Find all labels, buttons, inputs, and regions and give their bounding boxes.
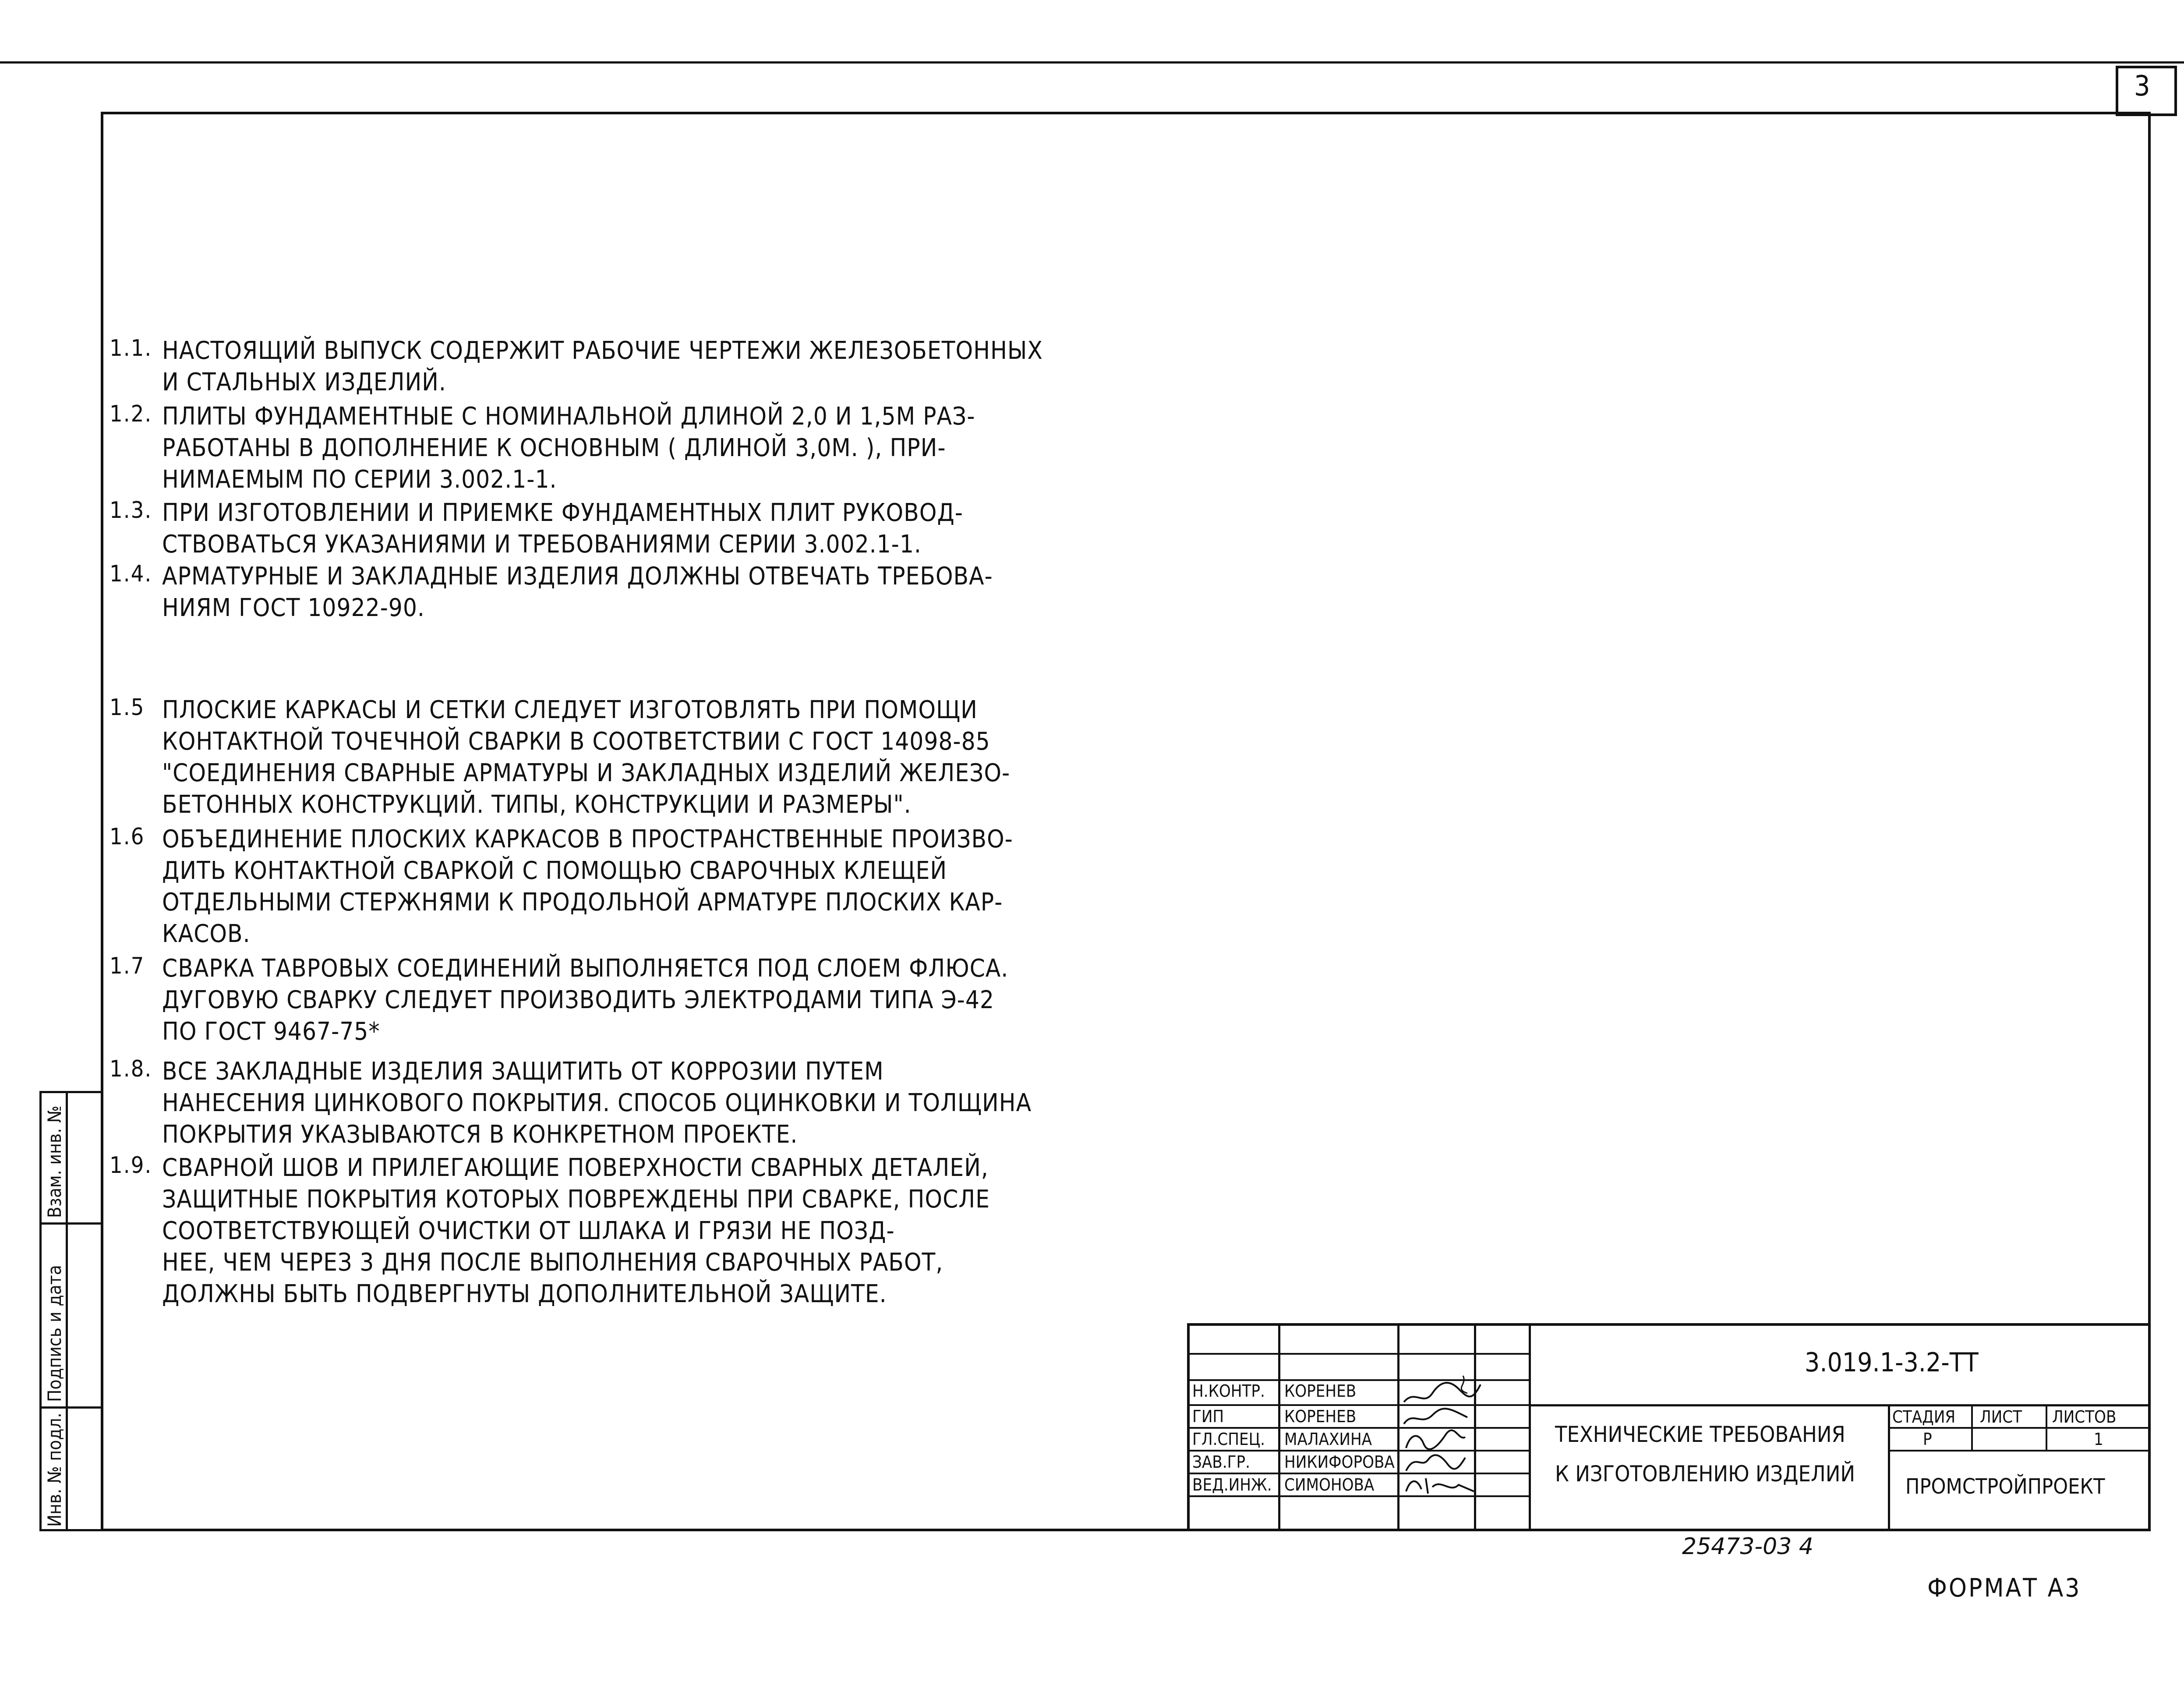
paragraph-1-7 bbox=[110, 953, 1016, 1048]
paragraph-line: ПЛОСКИЕ КАРКАСЫ И СЕТКИ СЛЕДУЕТ ИЗГОТОВЛЯТЬ ПРИ ПОМОЩИ bbox=[162, 696, 978, 724]
paragraph-line: ОТДЕЛЬНЫМИ СТЕРЖНЯМИ К ПРОДОЛЬНОЙ АРМАТУРЕ ПЛОСКИХ КАР- bbox=[162, 888, 1003, 917]
paragraph-number: 1.1. bbox=[110, 335, 152, 361]
doc-title-line-2: К ИЗГОТОВЛЕНИЮ ИЗДЕЛИЙ bbox=[1555, 1461, 1855, 1487]
tb-stage-h1 bbox=[1888, 1427, 2151, 1429]
paragraph-number: 1.7 bbox=[110, 953, 145, 979]
paragraph-number: 1.4. bbox=[110, 561, 152, 587]
paragraph-line: НЕЕ, ЧЕМ ЧЕРЕЗ 3 ДНЯ ПОСЛЕ ВЫПОЛНЕНИЯ СВАРОЧНЫХ РАБОТ, bbox=[162, 1248, 944, 1277]
paragraph-line: "СОЕДИНЕНИЯ СВАРНЫЕ АРМАТУРЫ И ЗАКЛАДНЫХ ИЗДЕЛИЙ ЖЕЛЕЗО- bbox=[162, 759, 1011, 787]
paragraph-number: 1.9. bbox=[110, 1152, 152, 1179]
paragraph-number: 1.6 bbox=[110, 824, 145, 850]
side-stamp-row-1 bbox=[39, 1222, 103, 1225]
signature-3 bbox=[1402, 1428, 1467, 1451]
sheet-number: 3 bbox=[2134, 70, 2150, 103]
role-name: КОРЕНЕВ bbox=[1284, 1407, 1357, 1426]
tb-h-f bbox=[1187, 1473, 1531, 1474]
signature-5 bbox=[1402, 1474, 1476, 1497]
sheets-label: ЛИСТОВ bbox=[2052, 1407, 2117, 1427]
paragraph-line: ДОЛЖНЫ БЫТЬ ПОДВЕРГНУТЫ ДОПОЛНИТЕЛЬНОЙ ЗАЩИТЕ. bbox=[162, 1280, 887, 1308]
role-name: СИМОНОВА bbox=[1284, 1475, 1375, 1494]
signature-1 bbox=[1402, 1371, 1485, 1411]
role-label: Н.КОНТР. bbox=[1192, 1381, 1265, 1401]
doc-title-line-1: ТЕХНИЧЕСКИЕ ТРЕБОВАНИЯ bbox=[1555, 1422, 1845, 1447]
paragraph-number: 1.5 bbox=[110, 694, 145, 721]
paragraph-line: НАСТОЯЩИЙ ВЫПУСК СОДЕРЖИТ РАБОЧИЕ ЧЕРТЕЖИ ЖЕЛЕЗОБЕТОННЫХ bbox=[162, 336, 1043, 365]
paragraph-number: 1.2. bbox=[110, 401, 152, 427]
sheets-value: 1 bbox=[2094, 1430, 2103, 1449]
paragraph-number: 1.3. bbox=[110, 497, 152, 524]
format-label: ФОРМАТ А3 bbox=[1927, 1573, 2082, 1603]
paragraph-line: ВСЕ ЗАКЛАДНЫЕ ИЗДЕЛИЯ ЗАЩИТИТЬ ОТ КОРРОЗИИ ПУТЕМ bbox=[162, 1057, 884, 1086]
archive-number: 25473-03 4 bbox=[1682, 1533, 1813, 1560]
paragraph-1-9 bbox=[110, 1152, 1016, 1310]
paragraph-line: СВАРКА ТАВРОВЫХ СОЕДИНЕНИЙ ВЫПОЛНЯЕТСЯ ПОД СЛОЕМ ФЛЮСА. bbox=[162, 954, 1009, 983]
role-label: ГЛ.СПЕЦ. bbox=[1192, 1430, 1265, 1449]
side-stamp-podpis: Подпись и дата bbox=[44, 1265, 65, 1402]
paragraph-1-2 bbox=[110, 401, 1016, 496]
paragraph-1-3 bbox=[110, 497, 1016, 560]
paragraph-line: СООТВЕТСТВУЮЩЕЙ ОЧИСТКИ ОТ ШЛАКА И ГРЯЗИ НЕ ПОЗД- bbox=[162, 1217, 895, 1245]
paragraph-line: ПЛИТЫ ФУНДАМЕНТНЫЕ С НОМИНАЛЬНОЙ ДЛИНОЙ 2,0 И 1,5М РАЗ- bbox=[162, 402, 975, 431]
tb-top-border bbox=[1187, 1323, 2151, 1326]
paragraph-line: ДУГОВУЮ СВАРКУ СЛЕДУЕТ ПРОИЗВОДИТЬ ЭЛЕКТРОДАМИ ТИПА Э-42 bbox=[162, 986, 994, 1014]
paragraph-number: 1.8. bbox=[110, 1056, 152, 1082]
stage-label: СТАДИЯ bbox=[1892, 1407, 1956, 1427]
tb-h-e bbox=[1187, 1450, 1531, 1452]
signature-4 bbox=[1402, 1451, 1467, 1474]
tb-code-divider bbox=[1531, 1404, 2151, 1406]
paragraph-line: БЕТОННЫХ КОНСТРУКЦИЙ. ТИПЫ, КОНСТРУКЦИИ И РАЗМЕРЫ". bbox=[162, 790, 912, 819]
paragraph-1-4 bbox=[110, 561, 1016, 624]
paragraph-line: ОБЪЕДИНЕНИЕ ПЛОСКИХ КАРКАСОВ В ПРОСТРАНСТВЕННЫЕ ПРОИЗВО- bbox=[162, 825, 1013, 853]
paragraph-line: ДИТЬ КОНТАКТНОЙ СВАРКОЙ С ПОМОЩЬЮ СВАРОЧНЫХ КЛЕЩЕЙ bbox=[162, 857, 947, 885]
paragraph-line: НАНЕСЕНИЯ ЦИНКОВОГО ПОКРЫТИЯ. СПОСОБ ОЦИНКОВКИ И ТОЛЩИНА bbox=[162, 1089, 1032, 1117]
role-name: КОРЕНЕВ bbox=[1284, 1381, 1357, 1401]
paragraph-line: РАБОТАНЫ В ДОПОЛНЕНИЕ К ОСНОВНЫМ ( ДЛИНОЙ 3,0М. ), ПРИ- bbox=[162, 434, 946, 462]
tb-title-divider bbox=[1888, 1404, 1890, 1531]
paragraph-line: КАСОВ. bbox=[162, 920, 251, 948]
role-label: ГИП bbox=[1192, 1407, 1224, 1426]
role-label: ВЕД.ИНЖ. bbox=[1192, 1475, 1272, 1494]
paragraph-line: ПО ГОСТ 9467-75* bbox=[162, 1017, 380, 1046]
paragraph-line: ПОКРЫТИЯ УКАЗЫВАЮТСЯ В КОНКРЕТНОМ ПРОЕКТЕ. bbox=[162, 1120, 798, 1149]
signature-2 bbox=[1402, 1406, 1472, 1428]
paragraph-line: ПРИ ИЗГОТОВЛЕНИИ И ПРИЕМКЕ ФУНДАМЕНТНЫХ ПЛИТ РУКОВОД- bbox=[162, 499, 963, 527]
paragraph-1-1 bbox=[110, 335, 1043, 398]
paragraph-1-8 bbox=[110, 1056, 1032, 1151]
doc-code: 3.019.1-3.2-ТТ bbox=[1805, 1347, 1979, 1378]
paragraph-line: СВАРНОЙ ШОВ И ПРИЛЕГАЮЩИЕ ПОВЕРХНОСТИ СВАРНЫХ ДЕТАЛЕЙ, bbox=[162, 1154, 989, 1182]
side-stamp-vzam: Взам. инв. № bbox=[44, 1105, 65, 1218]
tb-stage-h2 bbox=[1888, 1450, 2151, 1452]
paragraph-line: И СТАЛЬНЫХ ИЗДЕЛИЙ. bbox=[162, 368, 446, 397]
paragraph-line: ЗАЩИТНЫЕ ПОКРЫТИЯ КОТОРЫХ ПОВРЕЖДЕНЫ ПРИ СВАРКЕ, ПОСЛЕ bbox=[162, 1185, 990, 1214]
role-name: МАЛАХИНА bbox=[1284, 1430, 1372, 1449]
paragraph-1-5 bbox=[110, 694, 1016, 821]
side-stamp-divider bbox=[66, 1091, 68, 1531]
paragraph-line: СТВОВАТЬСЯ УКАЗАНИЯМИ И ТРЕБОВАНИЯМИ СЕРИИ 3.002.1-1. bbox=[162, 530, 922, 559]
tb-h-g bbox=[1187, 1495, 1531, 1497]
tb-stage-v2 bbox=[2046, 1404, 2047, 1452]
paragraph-1-6 bbox=[110, 824, 1016, 950]
organization: ПРОМСТРОЙПРОЕКТ bbox=[1905, 1474, 2105, 1499]
tb-stage-v1 bbox=[1971, 1404, 1973, 1452]
role-name: НИКИФОРОВА bbox=[1284, 1452, 1395, 1472]
paragraph-line: НИЯМ ГОСТ 10922-90. bbox=[162, 594, 425, 622]
paragraph-line: НИМАЕМЫМ ПО СЕРИИ 3.002.1-1. bbox=[162, 465, 557, 494]
drawing-frame bbox=[101, 112, 2151, 1531]
side-stamp-inv: Инв. № подл. bbox=[44, 1413, 65, 1527]
title-block bbox=[1187, 1323, 2151, 1531]
sheet-label: ЛИСТ bbox=[1980, 1407, 2022, 1427]
role-label: ЗАВ.ГР. bbox=[1192, 1452, 1250, 1472]
tb-h-d bbox=[1187, 1427, 1531, 1429]
paragraph-line: КОНТАКТНОЙ ТОЧЕЧНОЙ СВАРКИ В СООТВЕТСТВИИ С ГОСТ 14098-85 bbox=[162, 727, 990, 756]
stage-value: Р bbox=[1923, 1430, 1932, 1449]
paragraph-line: АРМАТУРНЫЕ И ЗАКЛАДНЫЕ ИЗДЕЛИЯ ДОЛЖНЫ ОТВЕЧАТЬ ТРЕБОВА- bbox=[162, 562, 993, 591]
top-trim-line bbox=[0, 61, 2184, 64]
side-stamp-row-2 bbox=[39, 1406, 103, 1409]
tb-h-a bbox=[1187, 1353, 1531, 1355]
